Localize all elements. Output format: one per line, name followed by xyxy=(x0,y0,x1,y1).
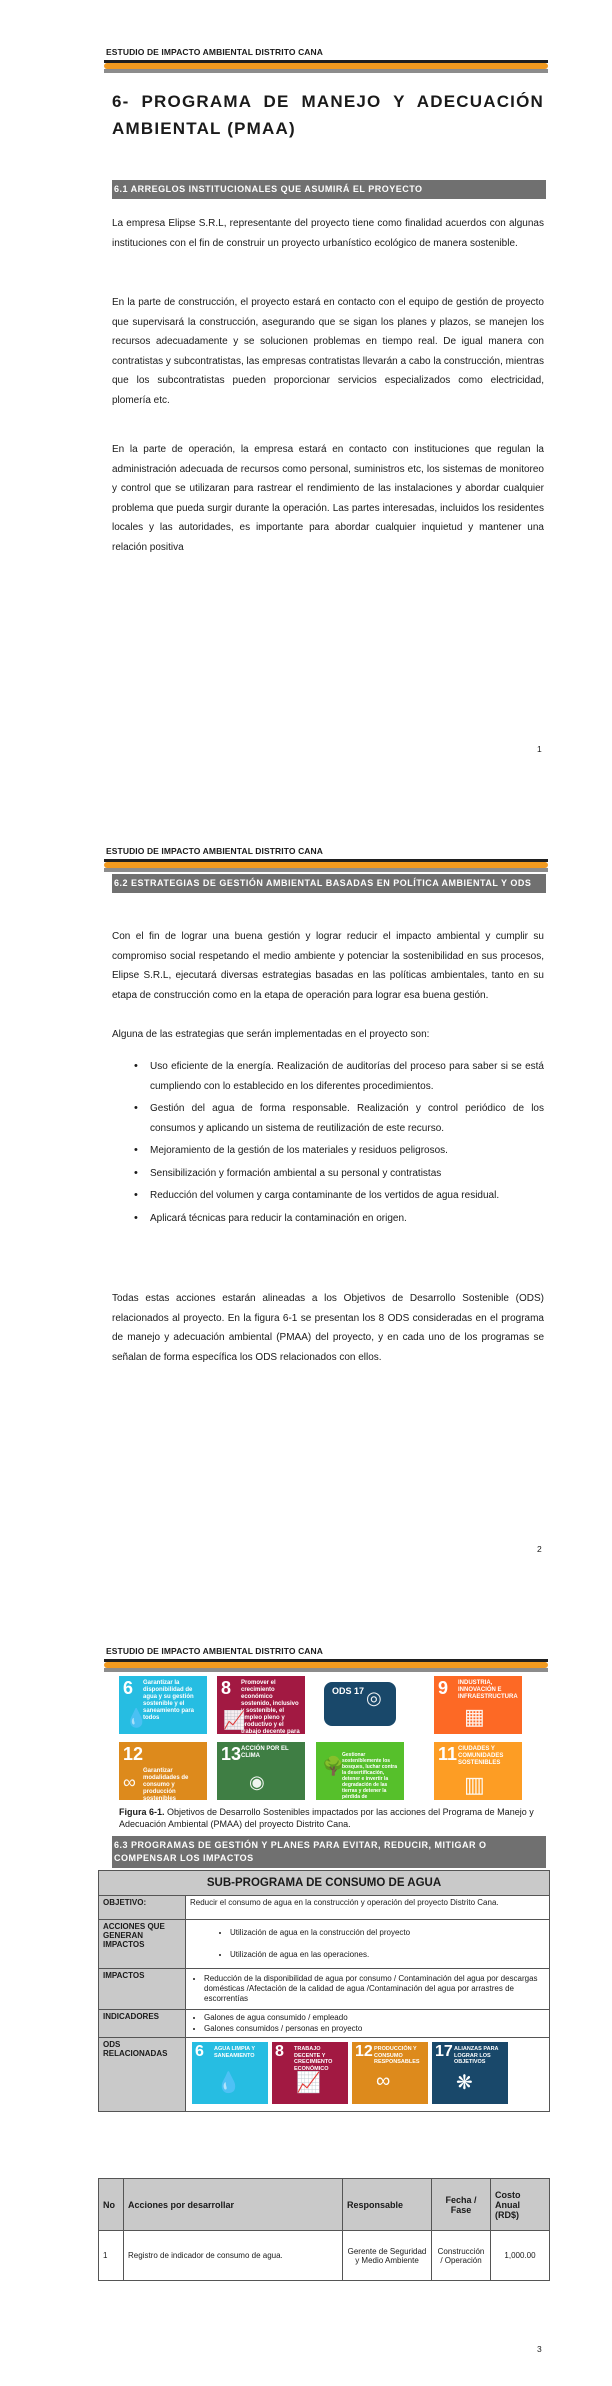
list-item: • Utilización de agua en las operaciones. xyxy=(230,1950,545,1960)
header-rule xyxy=(104,60,548,73)
list-item: • Reducción del volumen y carga contaminante de los vertidos de agua residual. xyxy=(112,1186,544,1206)
sdg-title: Garantizar modalidades de consumo y producción sostenibles xyxy=(143,1768,189,1802)
table-row xyxy=(99,2231,550,2281)
sdg-title: Gestionar sosteniblemente los bosques, luchar contra la desertificación, detener e invertir la degradación de las tierras y detener la pérdida de biodiversidad xyxy=(342,1752,398,1806)
ods-tile-12 xyxy=(352,2042,428,2104)
section-heading-6-1: 6.1 ARREGLOS INSTITUCIONALES QUE ASUMIRÁ EL PROYECTO xyxy=(112,180,546,199)
page-3 xyxy=(0,1600,612,2386)
paragraph: Todas estas acciones estarán alineadas a los Objetivos de Desarrollo Sostenible (ODS) relacionados al proyecto. En la figura 6-1 se presentan los 8 ODS consideradas en el programa de manejo y adecuación ambiental (PMAA) del proyecto, y en cada uno de los programas se señalan de forma específica los ODS relacionados con ellos. xyxy=(112,1293,544,1363)
column-header: No xyxy=(99,2179,124,2231)
paragraph: En la parte de construcción, el proyecto estará en contacto con el equipo de gestión de proyecto que supervisará la construcción, asegurando que se sigan los planes y plazos, se manejen los recursos adecuadamente y se solucionen problemas en tiempo real. De igual manera con contratistas y subcontratistas, las empresas contratistas llevarán a cabo la construcción, mientras que los subcontratistas pueden proporcionar servicios especializados como electricidad, plomería etc. xyxy=(112,297,544,406)
column-header: Acciones por desarrollar xyxy=(124,2179,343,2231)
sdg-tile-17 xyxy=(316,1676,404,1734)
sdg-tile-13 xyxy=(217,1742,305,1800)
list-item: • Galones de agua consumido / empleado xyxy=(204,2013,545,2023)
sdg-tile-9 xyxy=(434,1676,522,1734)
ods-tile-17 xyxy=(432,2042,508,2104)
sdg-title: ACCIÓN POR EL CLIMA xyxy=(241,1746,289,1759)
caption-text: Objetivos de Desarrollo Sostenibles impactados por las acciones del Programa de Manejo y Adecuación Ambiental (PMAA) del proyecto Distrito Cana. xyxy=(119,1807,534,1829)
eye-globe-icon: ◉ xyxy=(249,1772,265,1792)
row-label: ODS RELACIONADAS xyxy=(99,2038,186,2112)
impacts-cell xyxy=(186,1969,550,2010)
list-item: • Mejoramiento de la gestión de los materiales y residuos peligrosos. xyxy=(112,1141,544,1161)
sdg-tile-6 xyxy=(119,1676,207,1734)
sdg-tile-15 xyxy=(316,1742,404,1806)
page-number: 2 xyxy=(537,1544,542,1554)
sdg-number: 8 xyxy=(275,2043,284,2060)
ods-tile-8 xyxy=(272,2042,348,2104)
sdg-title: CIUDADES Y COMUNIDADES SOSTENIBLES xyxy=(458,1746,504,1766)
page-1 xyxy=(0,0,612,780)
header-rule xyxy=(104,859,548,872)
caption-label: Figura 6-1. xyxy=(119,1807,165,1817)
sdg-title: Promover el crecimiento económico sostenido, inclusivo y sostenible, el empleo pleno y productivo y el trabajo decente para todos xyxy=(241,1680,300,1742)
chart-icon: 📈 xyxy=(223,1710,246,1730)
sdg-title: AGUA LIMPIA Y SANEAMIENTO xyxy=(214,2046,255,2059)
list-item: • Galones consumidos / personas en proyecto xyxy=(204,2024,545,2034)
section-heading-6-3: 6.3 PROGRAMAS DE GESTIÓN Y PLANES PARA EVITAR, REDUCIR, MITIGAR O COMPENSAR LOS IMPACTOS xyxy=(112,1836,546,1868)
tree-icon: 🌳 xyxy=(322,1756,345,1776)
list-item: • Gestión del agua de forma responsable. Realización y control periódico de los consumos y aplicando un sistema de reutilización de este recurso. xyxy=(112,1099,544,1138)
sdg-number: 6 xyxy=(195,2043,204,2060)
paragraph: Alguna de las estrategias que serán implementadas en el proyecto son: xyxy=(112,1029,430,1040)
sdg-tile-12 xyxy=(119,1742,207,1800)
sdg-tile-11 xyxy=(434,1742,522,1800)
table-cell: Gerente de Seguridad y Medio Ambiente xyxy=(343,2231,432,2281)
sdg-number: 9 xyxy=(438,1678,449,1698)
list-item: • Aplicará técnicas para reducir la contaminación en origen. xyxy=(112,1209,544,1229)
running-header: ESTUDIO DE IMPACTO AMBIENTAL DISTRITO CANA xyxy=(106,846,324,856)
list-item: • Sensibilización y formación ambiental a su personal y contratistas xyxy=(112,1164,544,1184)
actions-table xyxy=(98,2178,550,2281)
ring-icon: ◎ xyxy=(366,1688,382,1708)
table-cell: Construcción / Operación xyxy=(432,2231,491,2281)
table-cell: Registro de indicador de consumo de agua. xyxy=(124,2231,343,2281)
chart-icon: 📈 xyxy=(296,2072,321,2094)
column-header: Costo Anual (RD$) xyxy=(491,2179,550,2231)
paragraph: La empresa Elipse S.R.L, representante del proyecto tiene como finalidad acuerdos con algunas instituciones con el fin de construir un proyecto urbanístico ecológico de manera sostenible. xyxy=(112,218,544,249)
table-cell: 1,000.00 xyxy=(491,2231,550,2281)
water-drop-icon: 💧 xyxy=(216,2072,241,2094)
ring-icon: ❋ xyxy=(456,2072,473,2094)
chapter-title: 6- PROGRAMA DE MANEJO Y ADECUACIÓN AMBIENTAL (PMAA) xyxy=(112,92,544,138)
list-item: • Utilización de agua en la construcción del proyecto xyxy=(230,1928,545,1938)
buildings-icon: ▥ xyxy=(464,1772,485,1797)
objective-text: Reducir el consumo de agua en la construcción y operación del proyecto Distrito Cana. xyxy=(186,1896,550,1920)
infinity-icon: ∞ xyxy=(123,1772,136,1792)
subprogram-table xyxy=(98,1870,550,2112)
ods-cell xyxy=(186,2038,550,2112)
paragraph: Con el fin de lograr una buena gestión y lograr reducir el impacto ambiental y cumplir su compromiso social respetando el medio ambiente y potenciar la sostenibilidad en sus procesos, Elipse S.R.L, ejecutará diversas estrategias basadas en las políticas ambientales, tanto en su etapa de construcción como en la etapa de operación para lograr esa buena gestión. xyxy=(112,931,544,1001)
sdg-tile-8 xyxy=(217,1676,305,1742)
sdg-number: 12 xyxy=(355,2043,373,2060)
sdg-number: ODS 17 xyxy=(332,1686,365,1696)
ods-tile-6 xyxy=(192,2042,268,2104)
subprogram-title: SUB-PROGRAMA DE CONSUMO DE AGUA xyxy=(99,1871,550,1896)
running-header: ESTUDIO DE IMPACTO AMBIENTAL DISTRITO CANA xyxy=(106,47,324,57)
list-item: • Uso eficiente de la energía. Realización de auditorías del proceso para saber si se está cumpliendo con lo establecido en los diferentes procedimientos. xyxy=(112,1057,544,1096)
list-item: • Reducción de la disponibilidad de agua por consumo / Contaminación del agua por descargas domésticas /Afectación de la calidad de agua /Contaminación del agua por arrastres de escorrentías xyxy=(204,1974,545,2004)
sdg-title: INDUSTRIA, INNOVACIÓN E INFRAESTRUCTURA xyxy=(458,1680,518,1700)
row-label: IMPACTOS xyxy=(99,1969,186,2010)
sdg-title: TRABAJO DECENTE Y CRECIMIENTO ECONÓMICO xyxy=(294,2046,333,2072)
sdg-number: 17 xyxy=(435,2043,453,2060)
header-rule xyxy=(104,1659,548,1672)
sdg-title: PRODUCCIÓN Y CONSUMO RESPONSABLES xyxy=(374,2046,420,2065)
sdg-number: 13 xyxy=(221,1744,242,1764)
cubes-icon: ▦ xyxy=(464,1704,485,1729)
table-cell: 1 xyxy=(99,2231,124,2281)
figure-caption xyxy=(119,1806,559,1830)
page-number: 3 xyxy=(537,2344,542,2354)
infinity-icon: ∞ xyxy=(376,2070,391,2092)
indicators-cell xyxy=(186,2010,550,2038)
water-drop-icon: 💧 xyxy=(125,1708,148,1728)
row-label: ACCIONES QUE GENERAN IMPACTOS xyxy=(99,1920,186,1969)
column-header: Fecha / Fase xyxy=(432,2179,491,2231)
row-label: INDICADORES xyxy=(99,2010,186,2038)
page-number: 1 xyxy=(537,744,542,754)
column-header: Responsable xyxy=(343,2179,432,2231)
row-label: OBJETIVO: xyxy=(99,1896,186,1920)
section-heading-6-2: 6.2 ESTRATEGIAS DE GESTIÓN AMBIENTAL BASADAS EN POLÍTICA AMBIENTAL Y ODS xyxy=(112,874,546,893)
sdg-title: Garantizar la disponibilidad de agua y su gestión sostenible y el saneamiento para todos xyxy=(143,1680,195,1721)
sdg-number: 12 xyxy=(123,1744,144,1764)
sdg-number: 6 xyxy=(123,1678,134,1698)
strategy-list xyxy=(112,1057,544,1231)
page-2 xyxy=(0,800,612,1600)
sdg-number: 8 xyxy=(221,1678,232,1698)
sdg-title: ALIANZAS PARA LOGRAR LOS OBJETIVOS xyxy=(454,2046,499,2065)
paragraph: En la parte de operación, la empresa estará en contacto con instituciones que regulan la administración adecuada de recursos como personal, suministros etc, los sistemas de monitoreo y control que se utilizaran para rastrear el rendimiento de las instalaciones y abordar cualquier problema que pueda surgir durante la operación. Las partes interesadas, incluidos los residentes locales y las autoridades, es importante para abordar cualquier inquietud y mantener una relación positiva xyxy=(112,444,544,553)
running-header: ESTUDIO DE IMPACTO AMBIENTAL DISTRITO CANA xyxy=(106,1646,324,1656)
sdg-number: 11 xyxy=(438,1744,458,1764)
actions-cell xyxy=(186,1920,550,1969)
